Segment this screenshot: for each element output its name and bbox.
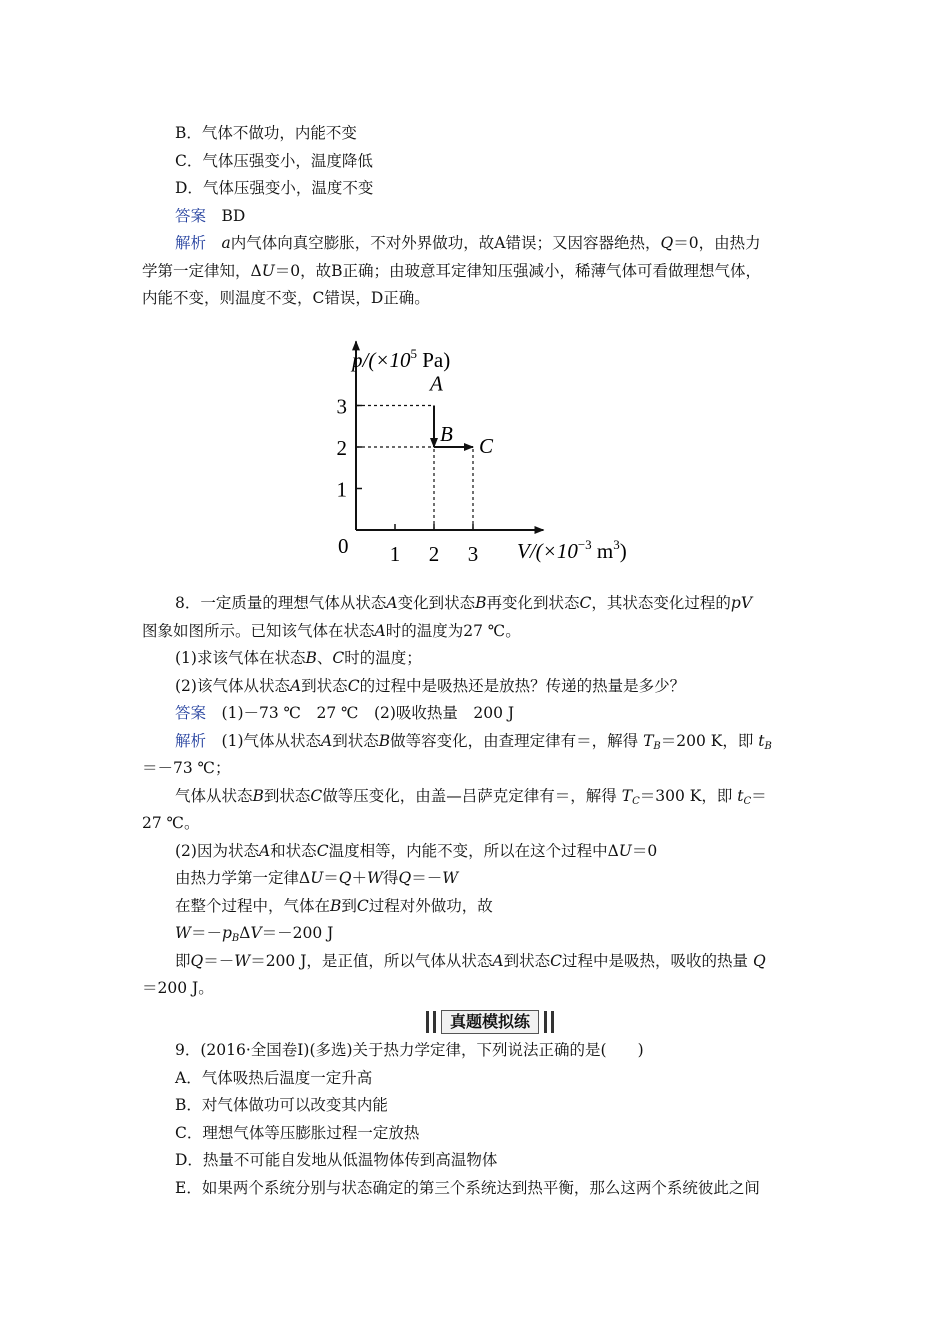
option-a: A．气体吸热后温度一定升高	[175, 1069, 373, 1087]
analysis-line: 学第一定律知，ΔU＝0，故B正确；由玻意耳定律知压强减小，稀薄气体可看做理想气体，	[142, 262, 762, 280]
option-b: B．气体不做功，内能不变	[175, 124, 357, 142]
analysis-line: 即Q＝－W＝200 J，是正值，所以气体从状态A到状态C过程中是吸热，吸收的热量 Q	[175, 952, 766, 970]
analysis-line: 在整个过程中，气体在B到C过程对外做功，故	[175, 897, 493, 915]
analysis-line: 内能不变，则温度不变，C错误，D正确。	[142, 289, 430, 307]
answer-line	[175, 206, 245, 226]
x-tick-label: 2	[428, 542, 440, 566]
x-axis-label: $V/(\times 10^{-3}$ $m^3$)	[517, 537, 627, 563]
y-axis-label: $p/(\times 10^5$ Pa)	[352, 346, 451, 372]
chart-labels	[337, 372, 495, 567]
analysis-line: 27 ℃。	[142, 814, 200, 832]
option-b: B．对气体做功可以改变其内能	[175, 1096, 388, 1114]
answer-text: BD	[221, 207, 246, 225]
option-e: E．如果两个系统分别与状态确定的第三个系统达到热平衡，那么这两个系统彼此之间	[175, 1179, 760, 1197]
answer-line	[175, 703, 514, 723]
y-tick-label: 2	[336, 436, 347, 460]
y-tick-label: 1	[336, 477, 347, 502]
q8-sub2: (2)该气体从状态A到状态C的过程中是吸热还是放热？传递的热量是多少？	[175, 677, 686, 695]
q8-stem: 图象如图所示。已知该气体在状态A时的温度为27 ℃。	[142, 622, 521, 640]
option-c: C．气体压强变小，温度降低	[175, 152, 373, 170]
option-d: D．气体压强变小，温度不变	[175, 179, 374, 197]
answer-label: 答案	[175, 207, 207, 225]
analysis-label: 解析	[175, 234, 207, 252]
point-label-B: B	[440, 422, 453, 446]
analysis-line: (2)因为状态A和状态C温度相等，内能不变，所以在这个过程中ΔU＝0	[175, 842, 658, 860]
option-c: C．理想气体等压膨胀过程一定放热	[175, 1124, 420, 1142]
analysis-line: ＝200 J。	[142, 979, 214, 997]
analysis-label: 解析	[175, 732, 207, 750]
dashed-guides	[356, 406, 473, 531]
point-label-C: C	[479, 434, 494, 458]
y-tick-label: 3	[336, 394, 347, 419]
x-tick-label: 3	[467, 542, 479, 566]
point-label-A: A	[430, 371, 443, 396]
section-title: 真题模拟练	[441, 1010, 539, 1034]
pv-diagram	[312, 320, 652, 575]
analysis-line: 解析 (1)气体从状态A到状态B做等容变化，由查理定律有＝，解得 $T_B=200$ K，即 $t_B$	[175, 732, 772, 752]
answer-label: 答案	[175, 704, 207, 722]
option-d: D．热量不可能自发地从低温物体传到高温物体	[175, 1151, 498, 1169]
analysis-line: 解析 a内气体向真空膨胀，不对外界做功，故A错误；又因容器绝热，Q＝0，由热力	[175, 234, 761, 252]
section-banner	[416, 1010, 564, 1034]
analysis-line: 由热力学第一定律ΔU＝Q＋W得Q＝－W	[175, 869, 459, 887]
x-tick-label: 1	[389, 542, 401, 566]
q9-stem: 9．(2016·全国卷Ⅰ)(多选)关于热力学定律，下列说法正确的是( )	[175, 1041, 644, 1059]
analysis-line: 气体从状态B到状态C做等压变化，由盖—吕萨克定律有＝，解得 $T_C=300$ K，即 $t_C=$	[175, 787, 767, 807]
origin-label: 0	[338, 534, 349, 558]
q8-stem: 8．一定质量的理想气体从状态A变化到状态B再变化到状态C，其状态变化过程的pV	[175, 594, 753, 612]
analysis-line: ＝－73 ℃；	[142, 759, 231, 777]
analysis-line: $W=-p_B\Delta V=-200$ J	[175, 924, 334, 944]
q8-sub1: (1)求该气体在状态B、C时的温度；	[175, 649, 422, 667]
answer-text: (1)－73 ℃ 27 ℃ (2)吸收热量 200 J	[221, 704, 515, 722]
